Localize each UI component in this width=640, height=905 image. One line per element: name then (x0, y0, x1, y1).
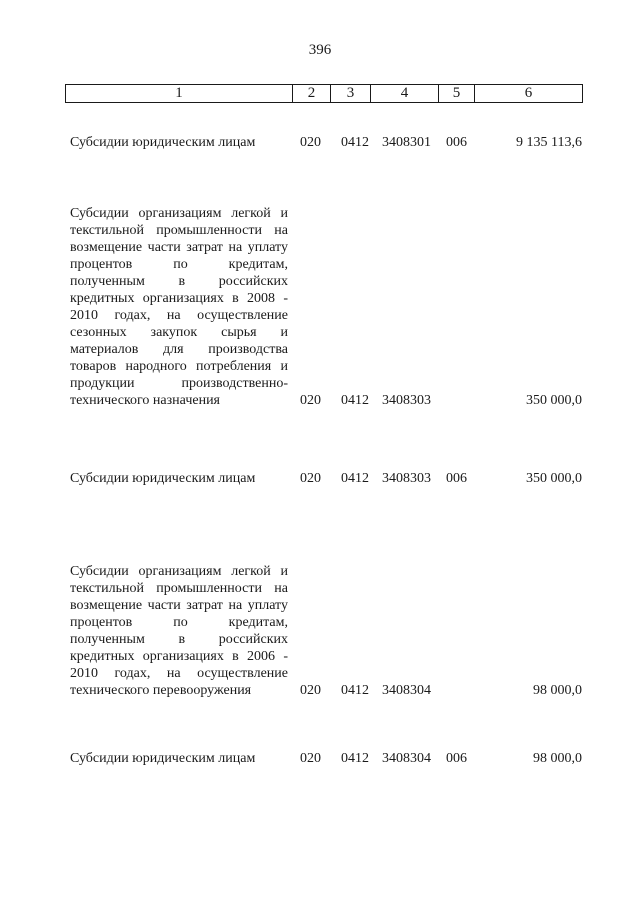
table-header (65, 84, 583, 103)
row-col-3: 0412 (341, 393, 369, 408)
header-col-5: 5 (439, 85, 475, 102)
row-col-2: 020 (300, 135, 321, 150)
row-col-2: 020 (300, 751, 321, 766)
row-col-6: 98 000,0 (533, 751, 582, 766)
row-col-3: 0412 (341, 471, 369, 486)
row-col-2: 020 (300, 393, 321, 408)
row-col-5: 006 (446, 471, 467, 486)
row-description: Субсидии юридическим лицам (70, 471, 256, 486)
row-col-6: 350 000,0 (526, 471, 582, 486)
row-description: Субсидии юридическим лицам (70, 135, 256, 150)
header-col-2: 2 (293, 85, 331, 102)
row-col-6: 9 135 113,6 (516, 135, 582, 150)
row-description: Субсидии организациям легкой и текстильной промышленности на возмещение части затрат на уплату процентов по кредитам, полученным в российских кредитных организациях в 2008 - 2010 годах, на осуществление сезонных закупок сырья и материалов для производства товаров народного потребления и продукции производственно-технического назначения (70, 206, 288, 408)
row-description: Субсидии юридическим лицам (70, 751, 256, 766)
row-col-4: 3408303 (382, 471, 431, 486)
row-col-4: 3408304 (382, 683, 431, 698)
header-col-6: 6 (524, 85, 533, 101)
row-col-6: 98 000,0 (533, 683, 582, 698)
row-col-3: 0412 (341, 683, 369, 698)
row-col-4: 3408303 (382, 393, 431, 408)
row-col-6: 350 000,0 (526, 393, 582, 408)
row-col-2: 020 (300, 683, 321, 698)
row-col-3: 0412 (341, 751, 369, 766)
header-col-1: 1 (66, 85, 293, 102)
row-col-5: 006 (446, 135, 467, 150)
row-col-3: 0412 (341, 135, 369, 150)
row-col-4: 3408301 (382, 135, 431, 150)
row-col-2: 020 (300, 471, 321, 486)
row-col-4: 3408304 (382, 751, 431, 766)
page-number: 396 (308, 42, 332, 58)
row-description: Субсидии организациям легкой и текстильной промышленности на возмещение части затрат на уплату процентов по кредитам, полученным в российских кредитных организациях в 2006 - 2010 годах, на осуществление технического перевооружения (70, 564, 288, 698)
header-col-4: 4 (371, 85, 439, 102)
header-col-3: 3 (331, 85, 371, 102)
row-col-5: 006 (446, 751, 467, 766)
